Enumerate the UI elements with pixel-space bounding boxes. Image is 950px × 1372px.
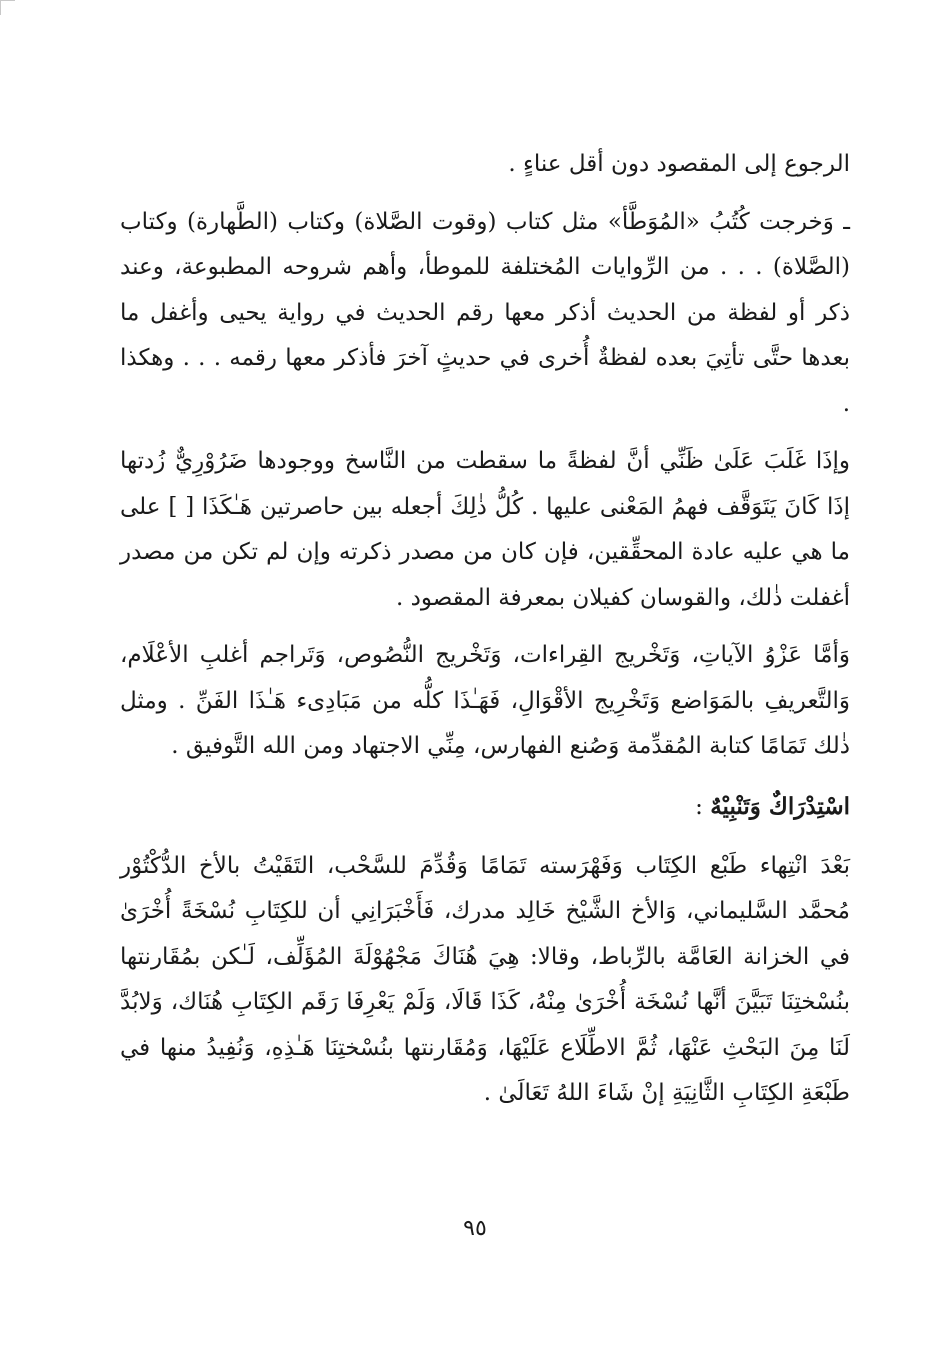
body-text (120, 142, 850, 1117)
paragraph-3: وإذَا غَلَبَ عَلَىٰ ظَنِّي أنَّ لفظةً ما سقطت من النَّاسخ ووجودها ضَرُوْرِيٌّ زُدتها إذَا كَانَ يَتَوَقَّف فهمُ المَعْنى عليها . كُلُّ ذٰلِكَ أجعله بين حاصرتين هَـٰكَذَا [ ] على ما هي عليه عادة المحقِّقين، فإن كان من مصدر ذكرته وإن لم تكن من مصدر أغفلت ذٰلك، والقوسان كفيلان بمعرفة المقصود . (120, 448, 850, 611)
scan-corner-mark (0, 0, 15, 15)
section-heading (120, 784, 850, 830)
closing-paragraph: بَعْدَ انْتِهاء طَبْع الكِتَاب وَفَهْرَسته تَمَامًا وَقُدِّمَ للسَّحْب، التَقَيْتُ بالأخ الدُّكْتُوْر مُحمَّد السَّليماني، وَالأخ الشَّيْخ خَالِد مدرك، فَأَخْبَرَانِي أن للكِتَابِ نُسْخَةً أُخْرَىٰ في الخزانة العَامَّة بالرِّباط، وقالا: هِيَ هُنَاكَ مَجْهُوْلَةَ المُؤَلِّف، لَـٰكن بمُقَارنتها بنُسْختِنَا تَبَيَّنَ أنَّها نُسْخَة أُخْرَىٰ مِنْهُ، كَذَا قَالَا، وَلَمْ يَعْرِفَا رَقَم الكِتَابِ هُنَاك، وَلابُدَّ لَنَا مِنَ البَحْثِ عَنْهَا، ثُمَّ الاطِّلَاع عَلَيْهَا، وَمُقَارنتها بنُسْختِنَا هَـٰذِهِ، وَنُفِيدُ منها في طَبْعَةِ الكِتَابِ الثَّانِيَةِ إنْ شَاءَ اللهُ تَعَالَىٰ . (120, 852, 850, 1106)
paragraph-4: وَأمَّا عَزْوُ الآياتِ، وَتَخْريج القِراءات، وَتَخْريج النُّصُوص، وَتَراجم أغلبِ الأعْلَام، وَالتَّعريفِ بالمَوَاضع وَتَخْرِيج الأقْوَالِ، فَهَـٰذَا كلُّه من مَبَادِىء هَـٰذَا الفَنِّ . ومثل ذٰلك تَمَامًا كتابة المُقدِّمة وَصُنع الفهارس، مِنِّي الاجتهاد ومن الله التَّوفيق . (120, 642, 850, 759)
section-heading-title: اسْتِدْرَاكٌ وَتَنْبِيْهٌ (710, 792, 850, 820)
section-heading-colon: : (695, 793, 711, 820)
paragraph-1: الرجوع إلى المقصود دون أقل عناءٍ . (508, 151, 850, 177)
paragraph-2: ـ وَخرجت كُتُبُ «المُوَطَّأ» مثل كتاب (وقوت الصَّلاة) وكتاب (الطَّهارة) وكتاب (الصَّلاة) . . . من الرِّوايات المُختلفة للموطأ، وأهم شروحه المطبوعة، وعند ذكر أو لفظة من الحديث أذكر معها رقم الحديث في رواية يحيى وأغفل ما بعدها حتَّى تأتِيَ بعده لفظةٌ أُخرى في حديثٍ آخرَ فأذكر معها رقمه . . . وهكذا . (120, 208, 850, 417)
page-number: ٩٥ (463, 1216, 487, 1241)
